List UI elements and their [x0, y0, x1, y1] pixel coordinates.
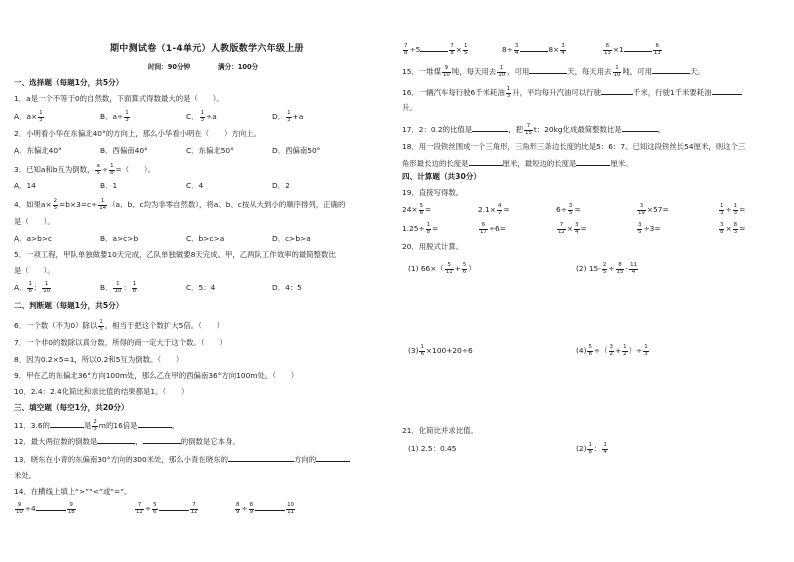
question-3-options: A．14 B．1 C．4 D．2 [14, 181, 290, 190]
question-18: 18．用一段铁丝围成一个三角形，三角形三条边长度的比是5：6：7。已知这段铁丝长54厘米，则这个三 [402, 142, 746, 151]
question-3: 3．已知a和b互为倒数， $\frac{a}{5}$ ÷ $\frac{1}{b}$ =（ ）。 [14, 163, 155, 176]
question-21-part-2: (2) $\frac{1}{8}$ ： $\frac{1}{4}$ [576, 442, 607, 455]
question-13: 13．晓东在小青的东偏南30°方向的300米处，那么小青在晓东的 方向的 [14, 456, 350, 463]
question-13-cont: 米处。 [14, 471, 37, 480]
question-4: 4．如果a× $\frac{2}{5}$ =b×3=c÷ $\frac{1}{14}$ （a、b、c均为非零自然数），将a、b、c按从大到小的顺序排列，正确的 [14, 198, 346, 211]
fraction: $\frac{1}{3}$ [287, 110, 291, 123]
answer-blank [576, 165, 610, 166]
page-title: 期中测试卷（1-4单元）人教版数学六年级上册 [110, 44, 304, 54]
question-7: 7．一个非0的数除以真分数，所得的商一定大于这个数。（ ） [14, 338, 227, 347]
answer-blank [520, 51, 548, 52]
question-17: 17．2：0.2的比值是 ，把 $\frac{7}{15}$ t：20kg化成最简整数比是 。 [402, 123, 666, 136]
answer-blank [143, 443, 181, 444]
fraction: $\frac{1}{b}$ [110, 163, 114, 176]
answer-blank [36, 510, 66, 511]
question-1-options: A．a× $\frac{1}{3}$ B．a÷ $\frac{1}{3}$ C． $\frac{1}{3}$ ÷a D． $\frac{1}{3}$ +a [14, 110, 304, 123]
question-2: 2．小明看小华在东偏北40°的方向上，那么小华看小明在（ ）方向上。 [14, 129, 261, 138]
question-2-options: A．东偏北40° B．西偏南40° C．东偏北50° D．西偏南50° [14, 146, 321, 155]
question-14: 14．在横线上填上“>”“<”或“=”。 [14, 487, 132, 496]
answer-blank [50, 427, 84, 428]
question-19-row-1: 24× $\frac{5}{6}$ = 2.1× $\frac{4}{7}$ = 6÷ $\frac{3}{5}$ = $\frac{3}{19}$ ×57= $\frac{1}{3}$ ÷ $\frac{1}{3}$ = [402, 203, 746, 216]
section-choice-title: 一、选择题（每题1分，共5分） [14, 78, 124, 87]
question-20-part-4: (4) $\frac{5}{8}$ ÷（ $\frac{3}{2}$ + $\frac{1}{2}$ ）÷ $\frac{1}{3}$ [576, 344, 648, 357]
question-4-options: A．a>b>c B．a>c>b C．b>c>a D．c>b>a [14, 234, 311, 243]
answer-blank [420, 51, 448, 52]
question-6: 6．一个数（不为0）除以 $\frac{1}{5}$ ，相当于把这个数扩大5倍。（ ） [14, 319, 225, 332]
fraction: $\frac{1}{8}$ [132, 281, 137, 294]
question-10: 10．2.4：2.4化简比和求比值的结果都是1。（ ） [14, 387, 189, 396]
fraction: $\frac{1}{10}$ [114, 281, 122, 294]
question-11: 11．3.6的 是 $\frac{2}{3}$ m的16倍是 。 [14, 419, 179, 432]
question-14-items-cont: $\frac{7}{8}$ ÷5 $\frac{7}{8}$ × $\frac{1}{5}$ 8÷ $\frac{3}{4}$ 8× $\frac{3}{4}$ $\frac{6}{13}$ ×1 $\frac{6}{13}$ [404, 43, 661, 56]
fraction: $\frac{1}{3}$ [125, 110, 129, 123]
answer-blank [159, 510, 189, 511]
section-judge-title: 二、判断题（每题1分，共5分） [14, 301, 124, 310]
question-5-cont: 是（ ）。 [14, 266, 55, 275]
question-5: 5．一项工程，甲队单独做要10天完成，乙队单独做要8天完成。甲，乙两队工作效率的最简整数比 [14, 250, 336, 259]
section-calc-title: 四、计算题（共30分） [402, 172, 481, 181]
question-15: 15．一堆煤 $\frac{9}{10}$ 吨，每天用去 $\frac{1}{10}$ ，可用 天，每天用去 $\frac{1}{10}$ 吨，可用 天。 [402, 65, 705, 78]
question-8: 8．因为0.2×5=1，所以0.2和5互为倒数。（ ） [14, 355, 184, 364]
answer-blank [652, 73, 690, 74]
answer-blank [601, 94, 633, 95]
question-5-options: A． $\frac{1}{8}$ ： $\frac{1}{10}$ B． $\frac{1}{10}$ ： $\frac{1}{8}$ C．5：4 D．4：5 [14, 281, 302, 294]
answer-blank [316, 461, 350, 462]
fraction: $\frac{2}{3}$ [93, 419, 97, 432]
question-1: 1．a是一个不等于0的自然数，下面算式得数最大的是（ ）。 [14, 94, 224, 103]
question-14-items: $\frac{9}{10}$ ÷4 $\frac{9}{18}$ $\frac{7}{12}$ ÷ $\frac{5}{6}$ $\frac{7}{12}$ $\frac{8}{9}$ ÷ $\frac{8}{9}$ $\frac{10}{11}$ [16, 502, 294, 515]
question-20: 20．用脱式计算。 [402, 242, 464, 251]
answer-blank [529, 73, 567, 74]
question-20-part-3: (3) $\frac{1}{6}$ ×100+20÷6 [408, 344, 473, 357]
answer-blank [622, 131, 658, 132]
fraction: $\frac{2}{5}$ [53, 198, 58, 211]
answer-blank [624, 51, 652, 52]
section-fill-title: 三、填空题（每空1分，共20分） [14, 403, 129, 412]
answer-blank [228, 461, 294, 462]
fraction: $\frac{1}{3}$ [39, 110, 43, 123]
answer-blank [472, 131, 508, 132]
time-info: 时间：90分钟 [148, 63, 191, 71]
answer-blank [712, 94, 742, 95]
question-19: 19．直接写得数。 [402, 188, 464, 197]
question-18-cont: 角形最长边的长度是 厘米，最短边的长度是 厘米。 [402, 159, 633, 168]
question-4-cont: 是（ ）。 [14, 217, 55, 226]
answer-blank [255, 510, 285, 511]
question-12: 12．最大两位数的倒数是 ， 的倒数是它本身。 [14, 437, 240, 446]
score-info: 满分：100分 [218, 63, 259, 71]
question-21: 21．化简比并求比值。 [402, 426, 478, 435]
fraction: $\frac{1}{3}$ [200, 110, 204, 123]
question-16: 16．一辆汽车每行驶6千米耗油 $\frac{1}{3}$ 升，平均每升汽油可以行驶 千米，行驶1千米要耗油 [402, 87, 742, 99]
question-19-row-2: 1.25÷ $\frac{1}{8}$ = $\frac{6}{17}$ ÷6= $\frac{7}{12}$ × $\frac{3}{4}$ = $\frac{3}{5}$ ÷3= $\frac{3}{8}$ × $\frac{8}{3}$ = [402, 222, 746, 235]
fraction: $\frac{1}{5}$ [99, 319, 103, 332]
answer-blank [138, 427, 172, 428]
answer-blank [97, 443, 135, 444]
answer-blank [469, 165, 503, 166]
question-21-part-1: (1) 2.5：0.45 [408, 444, 457, 453]
fraction: $\frac{1}{10}$ [43, 281, 51, 294]
fraction: $\frac{1}{14}$ [99, 198, 107, 211]
question-20-part-2: (2) 15- $\frac{2}{5}$ ÷ $\frac{8}{15}$ - $\frac{11}{4}$ [576, 262, 637, 275]
question-16-cont: 升。 [402, 103, 417, 112]
fraction: $\frac{1}{8}$ [28, 281, 32, 294]
question-20-part-1: (1) 66×（ $\frac{5}{11}$ + $\frac{5}{6}$ ） [408, 262, 476, 275]
question-9: 9．甲在乙的东偏北36°方向100m处，那么乙在甲的西偏南36°方向100m处。（ ） [14, 371, 299, 380]
fraction: $\frac{a}{5}$ [96, 163, 100, 176]
